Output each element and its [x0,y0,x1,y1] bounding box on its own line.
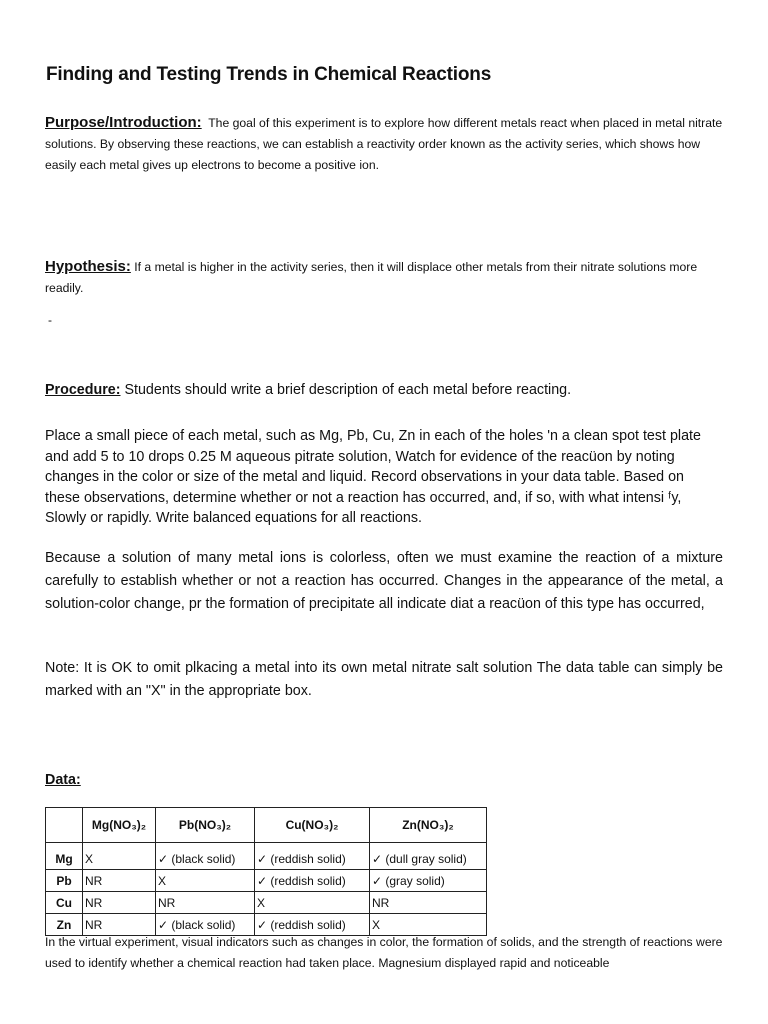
table-row [46,870,487,892]
table-cell: X [370,914,487,936]
column-header-cu-nitrate: Cu(NO₃)₂ [255,808,370,843]
row-header-zn: Zn [46,914,83,936]
dash-marker: - [48,313,52,327]
purpose-text: The goal of this experiment is to explore how different metals react when placed in metal nitrate solutions. By observing these reactions, we can establish a reactivity order known as the activity series, which shows how easily each metal gives up electrons to become a positive ion. [45,116,723,172]
hypothesis-text: If a metal is higher in the activity series, then it will displace other metals from their nitrate solutions more readily. [45,260,698,295]
table-header-row [46,808,487,843]
table-cell: X [83,843,156,870]
column-header-mg-nitrate: Mg(NO₃)₂ [83,808,156,843]
procedure-paragraph-1: Place a small piece of each metal, such as Mg, Pb, Cu, Zn in each of the holes 'n a clean spot test plate and add 5 to 10 drops 0.25 M aqueous pitrate solution, Watch for evidence of the reacüon by noting changes in the color or size of the metal and liquid. Record observations in your data table. Based on these observations, determine whether or not a reaction has occurred, and, if so, with what intensi ᶠy, Slowly or rapidly. Write balanced equations for all reactions. [45,428,701,526]
table-cell: X [156,870,255,892]
table-row [46,892,487,914]
table-cell: NR [83,914,156,936]
table-cell: NR [156,892,255,914]
table-cell: X [255,892,370,914]
row-header-mg: Mg [46,843,83,870]
procedure-intro-text: Students should write a brief description of each metal before reacting. [124,382,572,398]
table-cell: ✓ (reddish solid) [255,843,370,870]
data-table [45,807,487,936]
hypothesis-label: Hypothesis: [45,258,131,275]
table-cell: NR [83,892,156,914]
hypothesis-section [45,256,725,299]
row-header-pb: Pb [46,870,83,892]
table-cell: ✓ (black solid) [156,914,255,936]
table-cell: ✓ (reddish solid) [255,914,370,936]
data-label: Data: [45,772,81,788]
table-cell: NR [370,892,487,914]
table-cell: ✓ (dull gray solid) [370,843,487,870]
column-header-zn-nitrate: Zn(NO₃)₂ [370,808,487,843]
purpose-section [45,112,725,176]
page-title: Finding and Testing Trends in Chemical Reactions [46,64,492,85]
table-cell: NR [83,870,156,892]
table-cell: ✓ (gray solid) [370,870,487,892]
table-cell: ✓ (reddish solid) [255,870,370,892]
data-section-heading [45,770,725,791]
column-header-pb-nitrate: Pb(NO₃)₂ [156,808,255,843]
procedure-label: Procedure: [45,382,121,398]
purpose-label: Purpose/Introduction: [45,114,202,131]
row-header-cu: Cu [46,892,83,914]
results-paragraph: In the virtual experiment, visual indicators such as changes in color, the formation of solids, and the strength of reactions were used to identify whether a chemical reaction had taken place. Magnesium displayed rapid and noticeable [45,935,723,970]
procedure-note: Note: It is OK to omit plkacing a metal into its own metal nitrate salt solution The data table can simply be marked with an "X" in the appropriate box. [45,660,723,699]
procedure-intro [45,380,725,401]
table-cell: ✓ (black solid) [156,843,255,870]
procedure-paragraph-2: Because a solution of many metal ions is colorless, often we must examine the reaction of a mixture carefully to establish whether or not a reaction has occurred. Changes in the appearance of the metal, a solution-color change, pr the formation of precipitate all indicate diat a reacüon of this type has occurred, [45,550,723,612]
table-corner-cell [46,808,83,843]
table-row [46,843,487,870]
